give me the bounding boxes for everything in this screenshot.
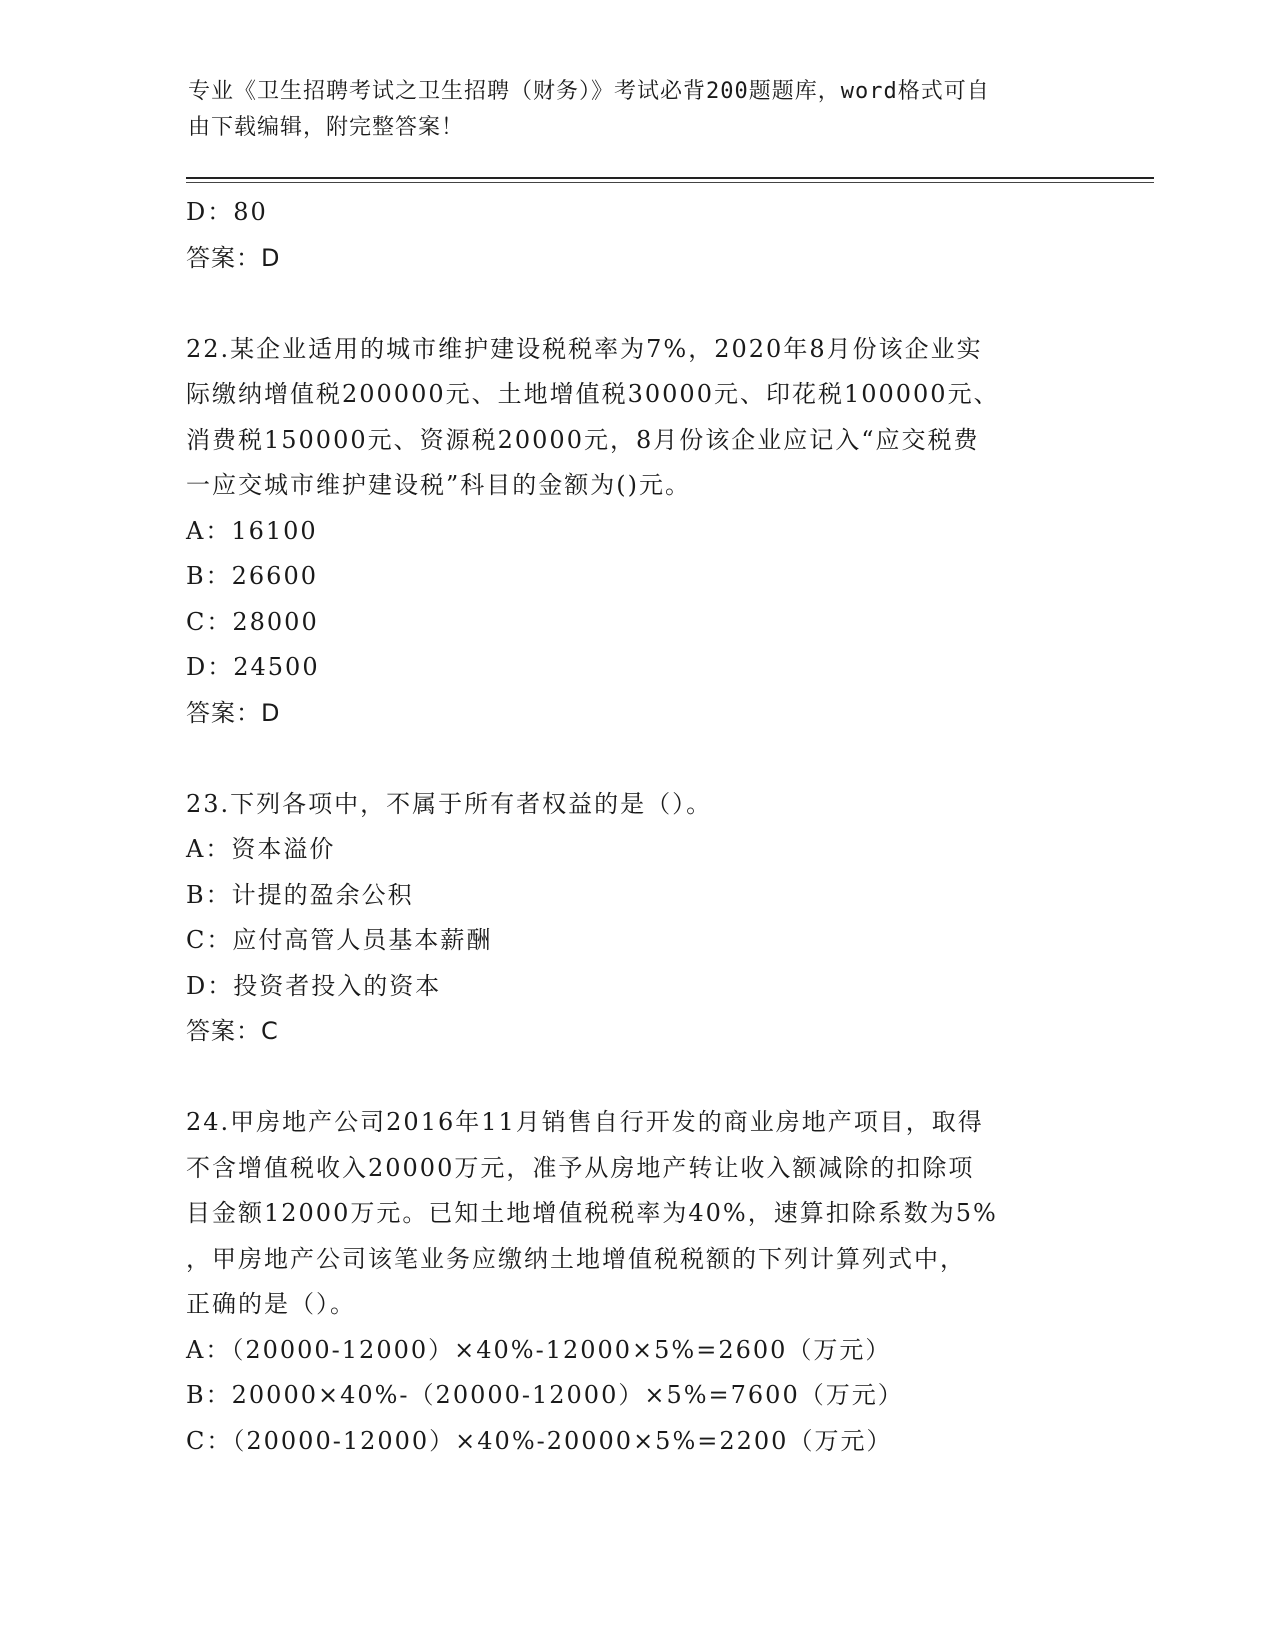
option-b: B：26600 xyxy=(186,562,318,590)
stem-line: 正确的是（）。 xyxy=(186,1290,356,1318)
stem-line: ，甲房地产公司该笔业务应缴纳土地增值税税额的下列计算列式中， xyxy=(186,1244,966,1273)
header-line-1: 专业《卫生招聘考试之卫生招聘（财务）》考试必背200题题库，word格式可自 xyxy=(188,79,990,104)
stem-line: 22.某企业适用的城市维护建设税税率为7%，2020年8月份该企业实 xyxy=(186,334,983,363)
answer-label: 答案：D xyxy=(186,698,281,727)
header-divider-thin xyxy=(186,182,1154,183)
page-header xyxy=(188,74,1068,146)
question-24 xyxy=(186,1100,1086,1464)
question-stem xyxy=(186,1100,1086,1328)
stem-line: 际缴纳增值税200000元、土地增值税30000元、印花税100000元、 xyxy=(186,380,1000,408)
option-d: D：24500 xyxy=(186,653,320,681)
question-23 xyxy=(186,782,1086,1055)
header-divider-thick xyxy=(186,177,1154,179)
stem-line: 消费税150000元、资源税20000元，8月份该企业应记入“应交税费 xyxy=(186,425,980,454)
stem-line: 24.甲房地产公司2016年11月销售自行开发的商业房地产项目，取得 xyxy=(186,1108,984,1136)
stem-line: 一应交城市维护建设税”科目的金额为()元。 xyxy=(186,471,691,499)
option-a: A：（20000-12000）×40%-12000×5%=2600（万元） xyxy=(186,1335,892,1364)
question-stem xyxy=(186,782,1086,828)
option-a: A：16100 xyxy=(186,516,318,545)
option-c: C：应付高管人员基本薪酬 xyxy=(186,926,493,954)
header-line-2: 由下载编辑，附完整答案！ xyxy=(188,115,465,140)
option-d: D：投资者投入的资本 xyxy=(186,971,442,1000)
question-22 xyxy=(186,327,1086,737)
option-b: B：20000×40%-（20000-12000）×5%=7600（万元） xyxy=(186,1381,904,1409)
answer-label: 答案：C xyxy=(186,1017,279,1045)
document-body xyxy=(186,190,1086,1464)
spacer xyxy=(186,736,1086,782)
question-stem xyxy=(186,327,1086,509)
option-c: C：（20000-12000）×40%-20000×5%=2200（万元） xyxy=(186,1426,893,1455)
option-c: C：28000 xyxy=(186,607,319,636)
stem-line: 23.下列各项中，不属于所有者权益的是（）。 xyxy=(186,789,713,818)
stem-line: 不含增值税收入20000万元，准予从房地产转让收入额减除的扣除项 xyxy=(186,1153,975,1182)
spacer xyxy=(186,281,1086,327)
option-b: B：计提的盈余公积 xyxy=(186,880,414,909)
answer-label: 答案：D xyxy=(186,243,281,272)
option-a: A：资本溢价 xyxy=(186,835,336,863)
stem-line: 目金额12000万元。已知土地增值税税率为40%，速算扣除系数为5% xyxy=(186,1199,998,1227)
option-d: D：80 xyxy=(186,198,268,226)
spacer xyxy=(186,1055,1086,1101)
